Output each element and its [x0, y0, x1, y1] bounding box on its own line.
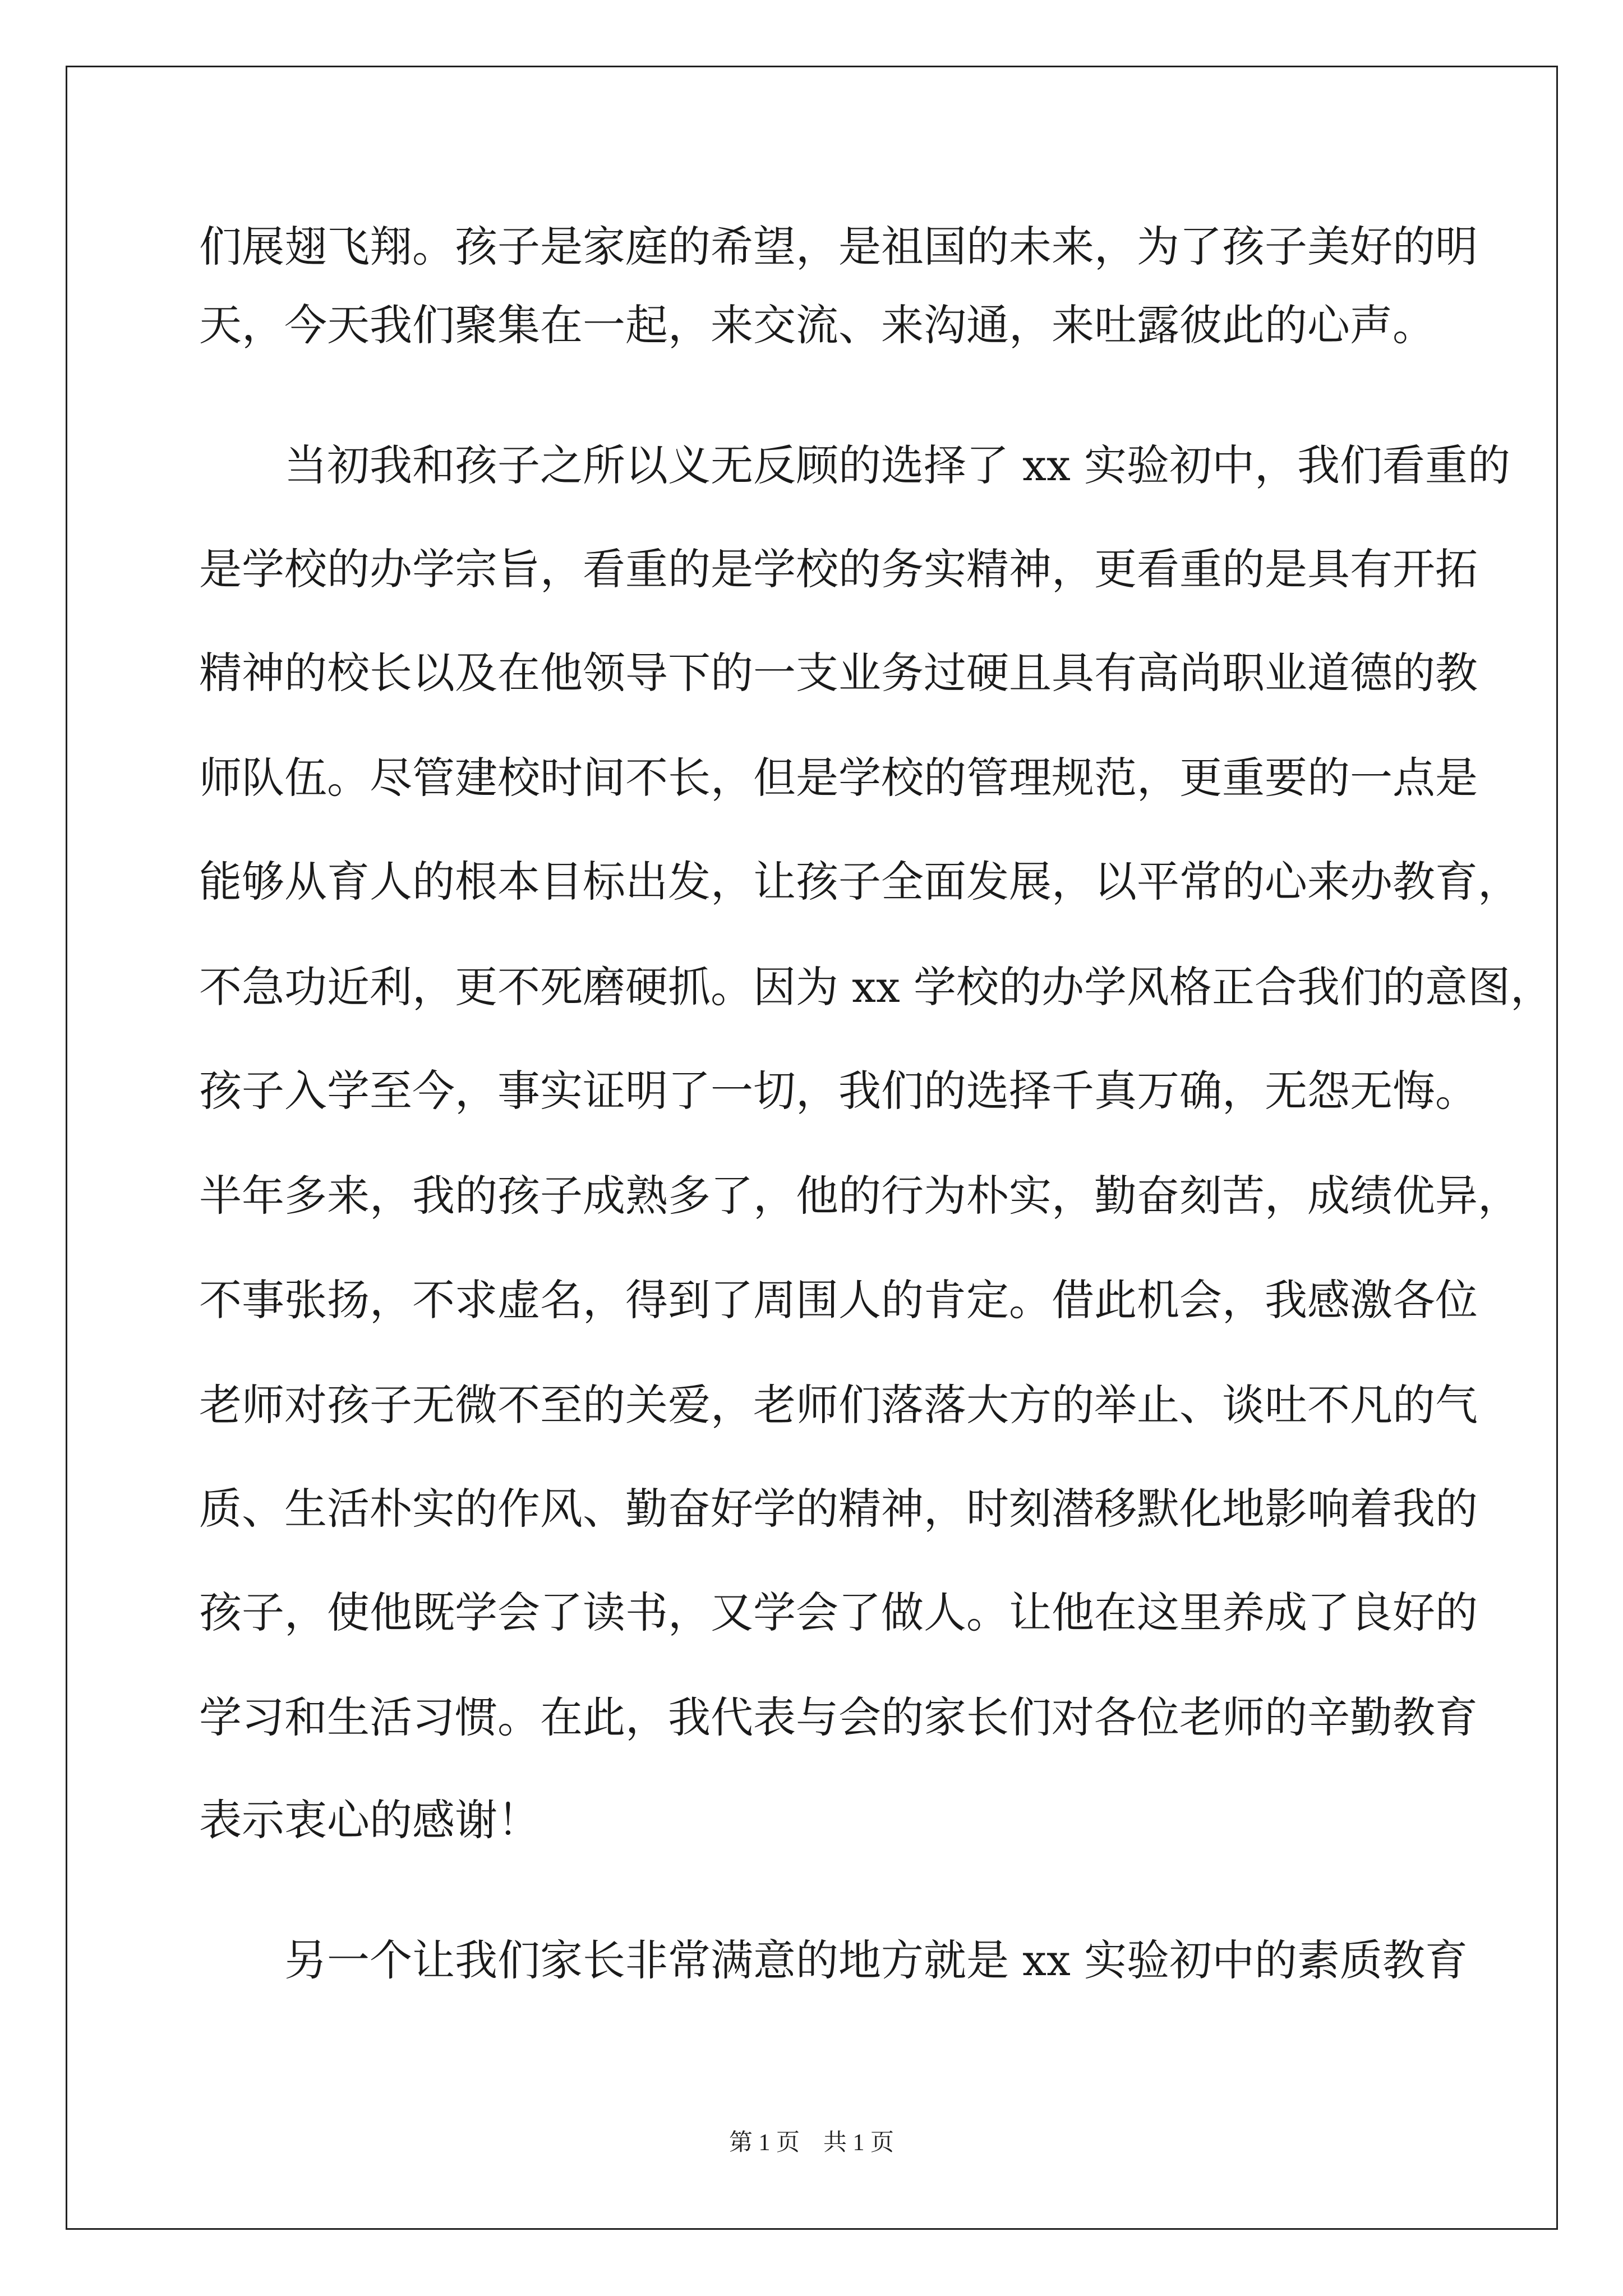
page-total: 共 1 页	[823, 2130, 895, 2156]
text-line: 学习和生活习惯。在此，我代表与会的家长们对各位老师的辛勤教育	[199, 1692, 1478, 1742]
page-footer	[0, 2126, 1623, 2160]
text-line: 能够从育人的根本目标出发，让孩子全面发展，以平常的心来办教育，	[199, 857, 1520, 907]
paragraph-start-line: 当初我和孩子之所以义无反顾的选择了 xx 实验初中，我们看重的	[284, 440, 1511, 490]
text-line: 精神的校长以及在他领导下的一支业务过硬且具有高尚职业道德的教	[199, 648, 1478, 698]
text-line: 师队伍。尽管建校时间不长，但是学校的管理规范，更重要的一点是	[199, 753, 1478, 803]
text-line: 半年多来，我的孩子成熟多了，他的行为朴实，勤奋刻苦，成绩优异，	[199, 1171, 1520, 1221]
text-line: 是学校的办学宗旨，看重的是学校的务实精神，更看重的是具有开拓	[199, 544, 1478, 594]
page-border	[66, 66, 1558, 2230]
page-number: 第 1 页	[728, 2130, 800, 2156]
text-line: 天，今天我们聚集在一起，来交流、来沟通，来吐露彼此的心声。	[199, 300, 1435, 350]
text-line: 不事张扬，不求虚名，得到了周围人的肯定。借此机会，我感激各位	[199, 1275, 1478, 1325]
text-line: 老师对孩子无微不至的关爱，老师们落落大方的举止、谈吐不凡的气	[199, 1380, 1478, 1430]
text-line: 不急功近利，更不死磨硬抓。因为 xx 学校的办学风格正合我们的意图，	[199, 962, 1553, 1012]
paragraph-start-line: 另一个让我们家长非常满意的地方就是 xx 实验初中的素质教育	[284, 1935, 1468, 1985]
text-line: 质、生活朴实的作风、勤奋好学的精神，时刻潜移默化地影响着我的	[199, 1484, 1478, 1534]
text-line: 孩子入学至今，事实证明了一切，我们的选择千真万确，无怨无悔。	[199, 1066, 1478, 1116]
text-line: 孩子，使他既学会了读书，又学会了做人。让他在这里养成了良好的	[199, 1588, 1478, 1637]
text-line: 表示衷心的感谢！	[199, 1795, 540, 1845]
text-line: 们展翅飞翔。孩子是家庭的希望，是祖国的未来，为了孩子美好的明	[199, 222, 1478, 272]
